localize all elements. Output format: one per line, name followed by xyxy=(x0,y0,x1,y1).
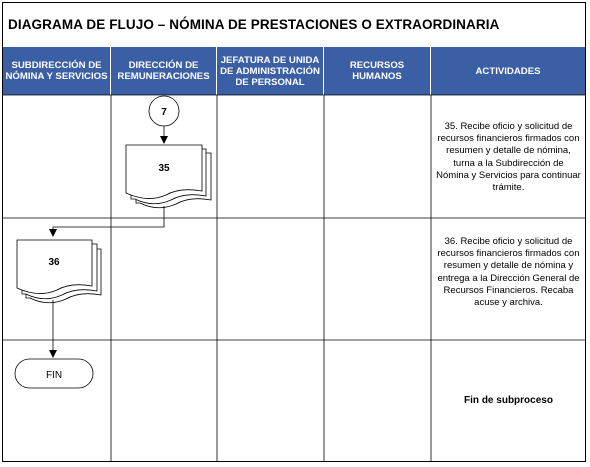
terminator-label: FIN xyxy=(45,370,63,381)
connector-label: 7 xyxy=(161,107,167,118)
column-header-direccion: DIRECCIÓN DE REMUNERACIONES xyxy=(111,47,217,95)
activity-36: 36. Recibe oficio y solicitud de recursos financieros firmados con resumen y detalle de nómina y entrega a la Dirección General de Recursos Financieros. Recaba acuse y archiva. xyxy=(437,236,580,309)
column-header-recursos-humanos: RECURSOS HUMANOS xyxy=(324,47,431,95)
document-step-35 xyxy=(126,145,211,208)
step-35-number: 35 xyxy=(158,163,170,174)
page-title: DIAGRAMA DE FLUJO – NÓMINA DE PRESTACIONES O EXTRAORDINARIA xyxy=(8,17,500,32)
document-step-36 xyxy=(17,240,101,303)
flow-line-35-to-36 xyxy=(53,206,164,236)
column-header-actividades: ACTIVIDADES xyxy=(431,47,585,95)
activity-35: 35. Recibe oficio y solicitud de recursos financieros firmados con resumen y detalle de nómina, turna a la Subdirección de Nómina y Servicios para continuar trámite. xyxy=(436,121,581,194)
column-header-jefatura: JEFATURA DE UNIDA DE ADMINISTRACIÓN DE PERSONAL xyxy=(217,47,324,95)
column-header-subdireccion: SUBDIRECCIÓN DE NÓMINA Y SERVICIOS xyxy=(3,47,111,95)
step-36-number: 36 xyxy=(48,257,60,268)
connector-7 xyxy=(149,96,179,126)
activity-end: Fin de subproceso xyxy=(464,395,553,406)
